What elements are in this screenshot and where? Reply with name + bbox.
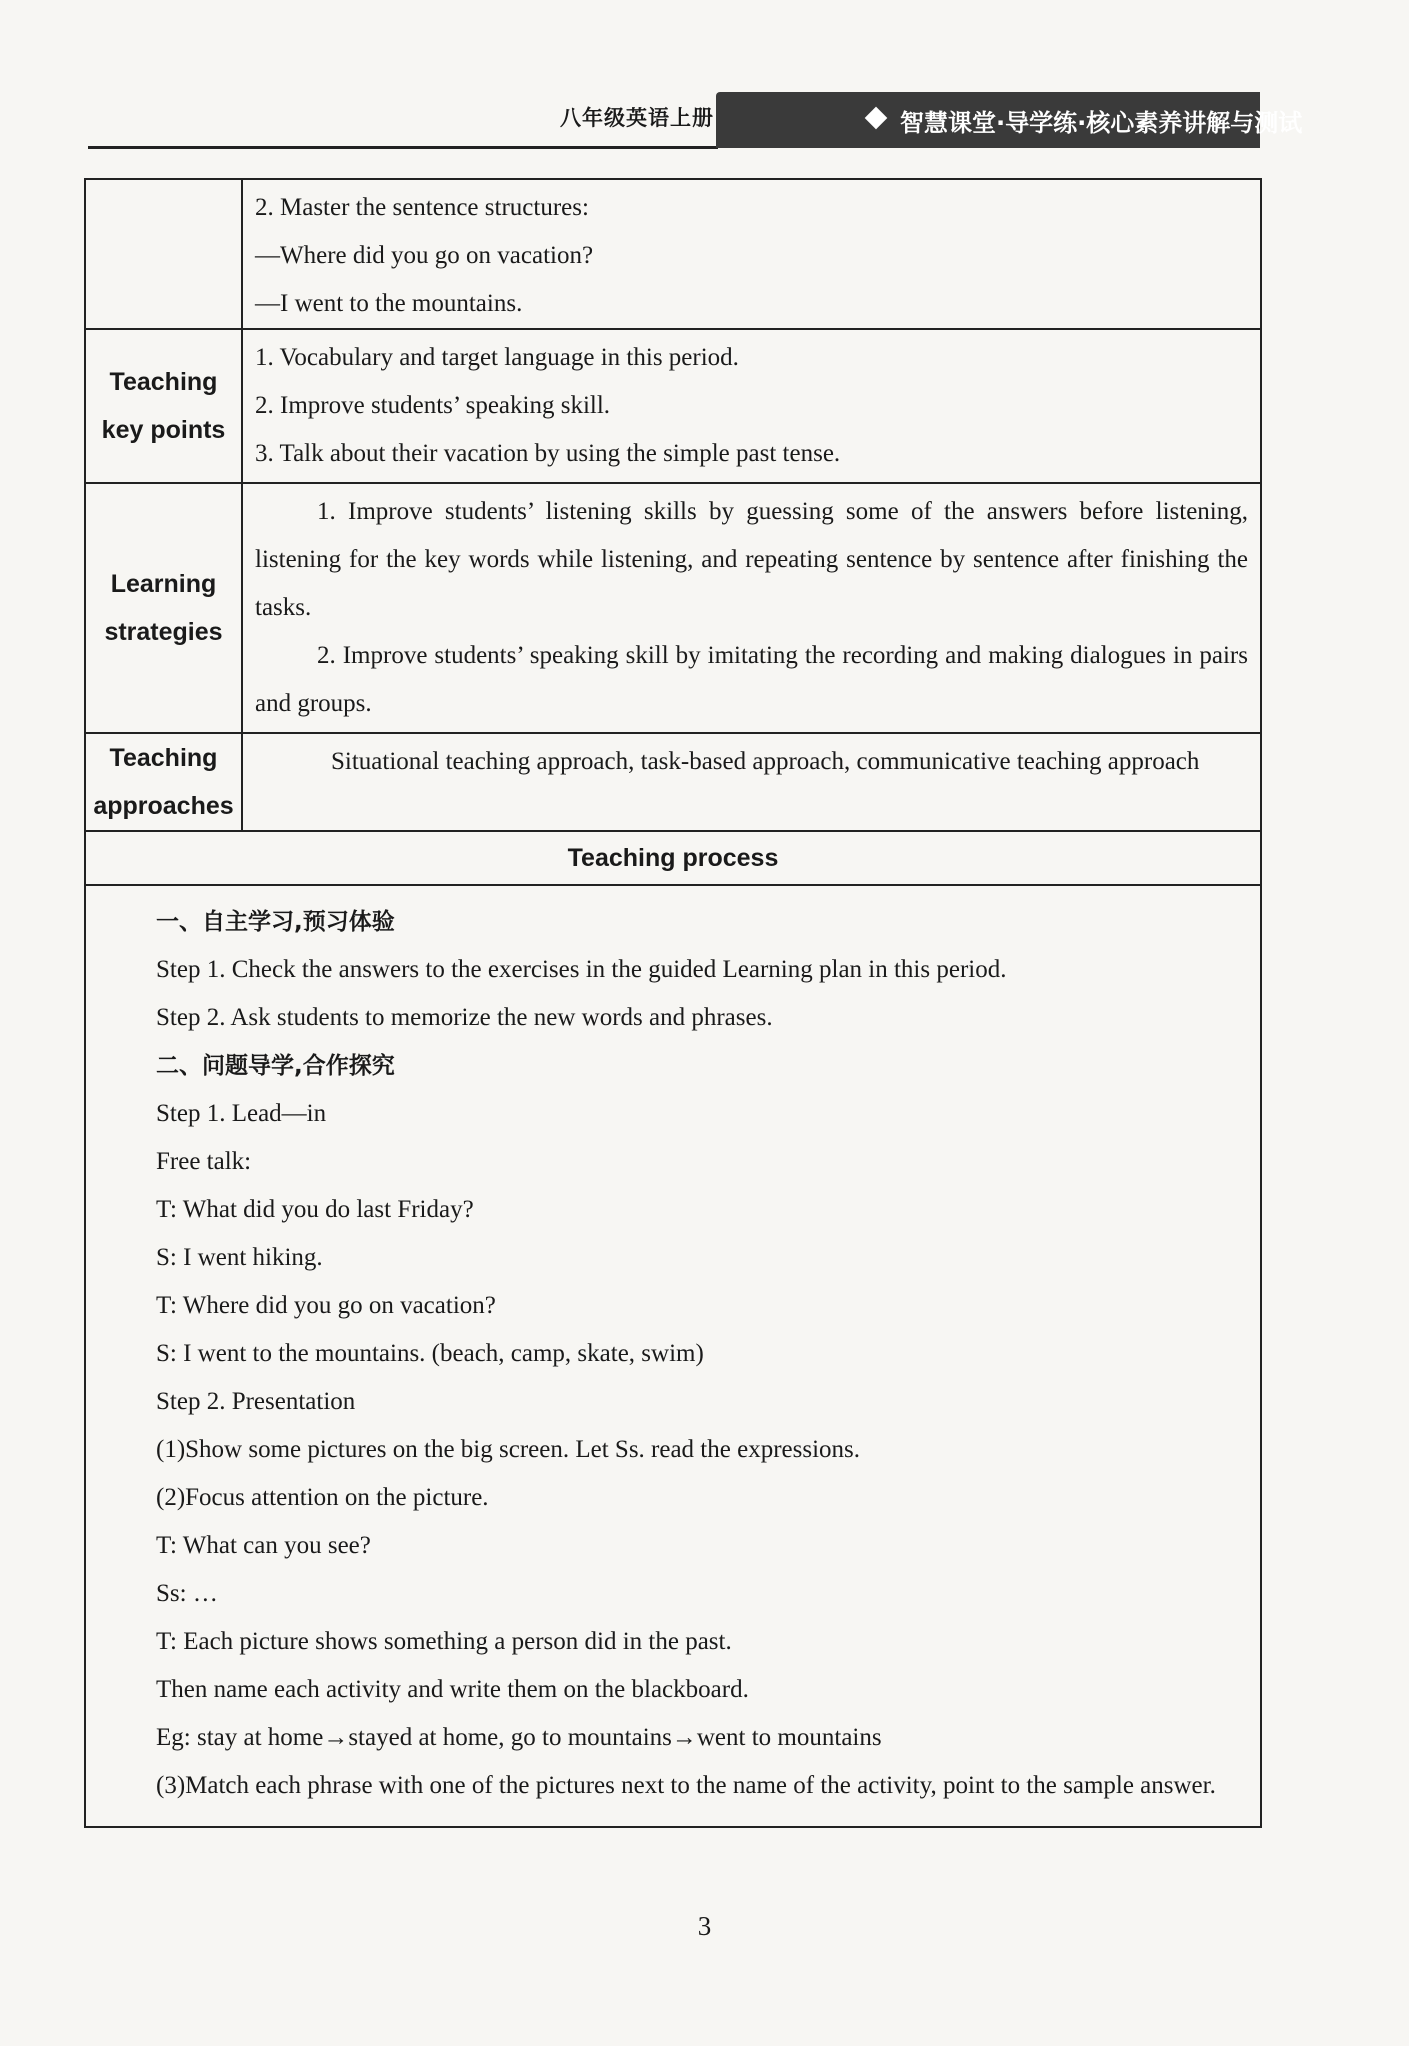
book-grade-label: 八年级英语上册 — [560, 106, 714, 130]
process-line: Step 2. Ask students to memorize the new words and phrases. — [156, 1004, 773, 1031]
process-line: (3)Match each phrase with one of the pictures next to the name of the activity, point to the sample answer. — [156, 1772, 1216, 1799]
process-line: Then name each activity and write them on the blackboard. — [156, 1676, 749, 1703]
approaches-row — [85, 733, 1261, 831]
key-points-row — [85, 329, 1261, 483]
page-header — [88, 92, 1303, 148]
objective-line: —Where did you go on vacation? — [255, 242, 594, 269]
approaches-label: Teaching approaches — [85, 733, 242, 831]
process-lines — [100, 898, 1246, 1762]
objectives-cell — [242, 179, 1261, 329]
process-row — [85, 885, 1261, 1827]
series-title: 智慧课堂·导学练·核心素养讲解与测试 — [900, 109, 1303, 137]
page-number: 3 — [697, 1911, 712, 1941]
objective-line: —I went to the mountains. — [255, 290, 523, 317]
key-point-item: 1. Vocabulary and target language in this period. — [255, 344, 739, 371]
approaches-text: Situational teaching approach, task-based approach, communicative teaching approach — [331, 748, 1200, 775]
empty-label-cell — [85, 179, 242, 329]
lesson-plan-table — [84, 178, 1262, 1828]
process-line: T: What did you do last Friday? — [156, 1196, 474, 1223]
key-points-label: Teaching key points — [85, 329, 242, 483]
process-line: Step 2. Presentation — [156, 1388, 356, 1415]
strategies-row — [85, 483, 1261, 733]
strategy-paragraph: 1. Improve students’ listening skills by guessing some of the answers before listening, listening for the key words while listening, and repeating sentence by sentence after finishing the tasks. — [255, 498, 1248, 621]
key-points-cell — [242, 329, 1261, 483]
process-line: T: Where did you go on vacation? — [156, 1292, 496, 1319]
process-line: (2)Focus attention on the picture. — [156, 1484, 489, 1511]
process-line: T: What can you see? — [156, 1532, 371, 1559]
header-rule — [88, 92, 718, 149]
process-line: Step 1. Check the answers to the exercises in the guided Learning plan in this period. — [156, 956, 1007, 983]
series-banner — [716, 92, 1303, 148]
process-line: S: I went hiking. — [156, 1244, 323, 1271]
process-heading-row — [85, 831, 1261, 885]
objective-line: 2. Master the sentence structures: — [255, 194, 589, 221]
strategies-cell — [242, 483, 1261, 733]
key-point-item: 2. Improve students’ speaking skill. — [255, 392, 611, 419]
process-line: S: I went to the mountains. (beach, camp, skate, swim) — [156, 1340, 704, 1367]
section-heading: 二、问题导学,合作探究 — [156, 1053, 395, 1079]
strategy-paragraph: 2. Improve students’ speaking skill by imitating the recording and making dialogues in pairs and groups. — [255, 642, 1248, 717]
process-line: Step 1. Lead—in — [156, 1100, 327, 1127]
process-line: (1)Show some pictures on the big screen. Let Ss. read the expressions. — [156, 1436, 861, 1463]
process-line: Free talk: — [156, 1148, 252, 1175]
process-line: T: Each picture shows something a person did in the past. — [156, 1628, 732, 1655]
strategies-label: Learning strategies — [85, 483, 242, 733]
process-line: Eg: stay at home→stayed at home, go to mountains→went to mountains — [156, 1724, 882, 1751]
process-cell — [85, 885, 1261, 1827]
process-line: Ss: … — [156, 1580, 218, 1607]
section-heading: 一、自主学习,预习体验 — [156, 909, 395, 935]
key-point-item: 3. Talk about their vacation by using the simple past tense. — [255, 440, 841, 467]
diamond-icon — [865, 107, 888, 130]
objectives-row — [85, 179, 1261, 329]
process-heading: Teaching process — [85, 831, 1261, 885]
approaches-cell — [242, 733, 1261, 831]
